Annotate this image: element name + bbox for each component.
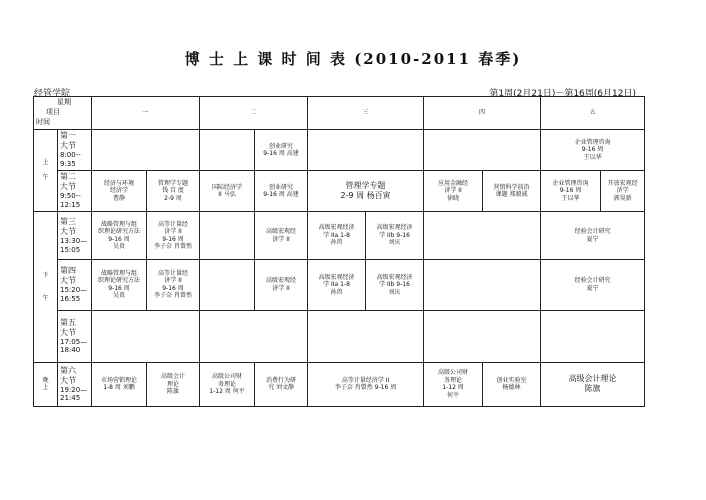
slot-tue-p3: 高级宏观经 济学 II	[255, 212, 308, 259]
slot-thu-p6-a: 高级公司财 务理论 1-12 周 何平	[424, 362, 483, 406]
slot-thu-p6-b: 创业实验室 杨德林	[483, 362, 541, 406]
slot-wed-p1	[308, 129, 424, 170]
page-title: 博 士 上 课 时 间 表 (2010-2011 春季)	[184, 50, 522, 68]
period-row-5	[34, 311, 645, 362]
slot-mon-p5	[92, 311, 200, 362]
slot-tue-p6-b: 消费行为研 究 刘文静	[255, 362, 308, 406]
slot-wed-p2: 管理学专题 2-9 周 杨百寅	[308, 171, 424, 212]
period-time: 15:20— 16:55	[60, 286, 88, 303]
slot-fri-p5	[541, 311, 645, 362]
slot-thu-p2-b: 营销科学前沿 课题 郑毅诚	[483, 171, 541, 212]
corner-item: 项目	[46, 108, 60, 116]
slot-tue-p4: 高级宏观经 济学 II	[255, 259, 308, 310]
period-name: 第五 大节	[60, 317, 76, 337]
period-time: 8:00-- 9:35	[60, 151, 81, 169]
schedule-table	[33, 96, 645, 407]
slot-thu-p2-a: 应用金融经 济学 II 徐晓	[424, 171, 483, 212]
slot-mon-p4-b: 高等计量经 济学 II 9-16 周 李子奈 肖曾然	[147, 259, 200, 310]
slot-wed-p3-b: 高级宏观经济 学 IIb 9-16 刘庆	[366, 212, 424, 259]
slot-tue-p1: 创业研究 9-16 周 高建	[255, 129, 308, 170]
period-time: 13:30— 15:05	[60, 236, 88, 254]
slot-fri-p2-a: 企业管理咨询 9-16 周 王以华	[541, 171, 601, 212]
part-char: 午	[42, 174, 49, 182]
period-label-6	[58, 362, 92, 406]
slot-tue-p2-b: 创业研究 9-16 周 高建	[255, 171, 308, 212]
part-char: 上	[42, 384, 49, 392]
period-row-6	[34, 362, 645, 406]
period-row-4	[34, 259, 645, 310]
corner-cell	[34, 97, 92, 130]
slot-mon-p3-a: 战略管理与组 织理论研究方法 9-16 周 吴贵	[92, 212, 147, 259]
period-label-3	[58, 212, 92, 259]
slot-wed-p4-a: 高级宏观经济 学 IIa 1-8 孙兽	[308, 259, 366, 310]
day-header-mon: 一	[92, 97, 200, 130]
part-char: 晚	[42, 376, 49, 384]
slot-mon-p2-a: 经济与环境 经济学 曹静	[92, 171, 147, 212]
slot-fri-p1: 企业管理咨询 9-16 周 王以华	[541, 129, 645, 170]
part-char: 下	[42, 272, 49, 279]
day-header-tue: 二	[200, 97, 308, 130]
day-header-fri: 五	[541, 97, 645, 130]
part-char: 上	[42, 159, 49, 167]
slot-fri-p3: 经验会计研究 夏宁	[541, 212, 645, 259]
slot-wed-p5	[308, 311, 424, 362]
day-header-thu: 四	[424, 97, 541, 130]
slot-mon-p2-b: 管理学专题 钱 百 度 2-9 周	[147, 171, 200, 212]
period-name: 第三 大节	[60, 216, 76, 236]
period-label-4	[58, 259, 92, 310]
slot-tue-p6-a: 高级公司财 务理论 1-12 周 何平	[200, 362, 255, 406]
slot-mon-p1	[92, 129, 200, 170]
part-afternoon	[34, 212, 58, 362]
slot-mon-p6-b: 高级会计 理论 陈旗	[147, 362, 200, 406]
slot-wed-p3-a: 高级宏观经济 学 IIa 1-8 孙兽	[308, 212, 366, 259]
slot-tue-p5	[200, 311, 308, 362]
slot-tue-p2-a: 国际经济学 II 马弘	[200, 171, 255, 212]
period-name: 第一 大节	[60, 131, 76, 151]
slot-mon-p4-a: 战略管理与组 织理论研究方法 9-16 周 吴贵	[92, 259, 147, 310]
period-name: 第六 大节	[60, 365, 76, 385]
corner-weekday: 星期	[57, 98, 71, 106]
period-row-1	[34, 129, 645, 170]
day-header-wed: 三	[308, 97, 424, 130]
slot-wed-p4-b: 高级宏观经济 学 IIb 9-16 刘庆	[366, 259, 424, 310]
slot-mon-p3-b: 高等计量经 济学 II 9-16 周 李子奈 肖曾然	[147, 212, 200, 259]
part-evening	[34, 362, 58, 406]
header-row	[34, 97, 645, 130]
slot-thu-p3	[424, 212, 541, 259]
period-label-1	[58, 129, 92, 170]
slot-wed-p6: 高等计量经济学 II 李子奈 肖曾然 9-16 周	[308, 362, 424, 406]
week-range: 第1周(2月21日)－第16周(6月12日)	[489, 89, 636, 99]
period-row-2	[34, 171, 645, 212]
period-time: 17:05— 18:40	[60, 337, 88, 355]
part-char: 午	[42, 294, 49, 302]
part-morning	[34, 129, 58, 211]
slot-fri-p2-b: 开放宏观经 济学 郭昊新	[601, 171, 645, 212]
slot-fri-p4: 经验会计研究 夏宁	[541, 259, 645, 310]
school-label: 经管学院	[34, 89, 71, 99]
period-row-3	[34, 212, 645, 259]
period-time: 19:20— 21:45	[60, 385, 88, 403]
period-time: 9:50-- 12:15	[60, 192, 81, 210]
slot-fri-p6: 高级会计理论 陈旗	[541, 362, 645, 406]
slot-mon-p6-a: 市场营销理论 1-8 周 刘鹏	[92, 362, 147, 406]
period-name: 第二 大节	[60, 172, 76, 192]
period-label-2	[58, 171, 92, 212]
period-label-5	[58, 311, 92, 362]
slot-thu-p5	[424, 311, 541, 362]
slot-thu-p4	[424, 259, 541, 310]
period-name: 第四 大节	[60, 266, 76, 286]
corner-time: 时间	[36, 118, 50, 126]
slot-thu-p1	[424, 129, 541, 170]
